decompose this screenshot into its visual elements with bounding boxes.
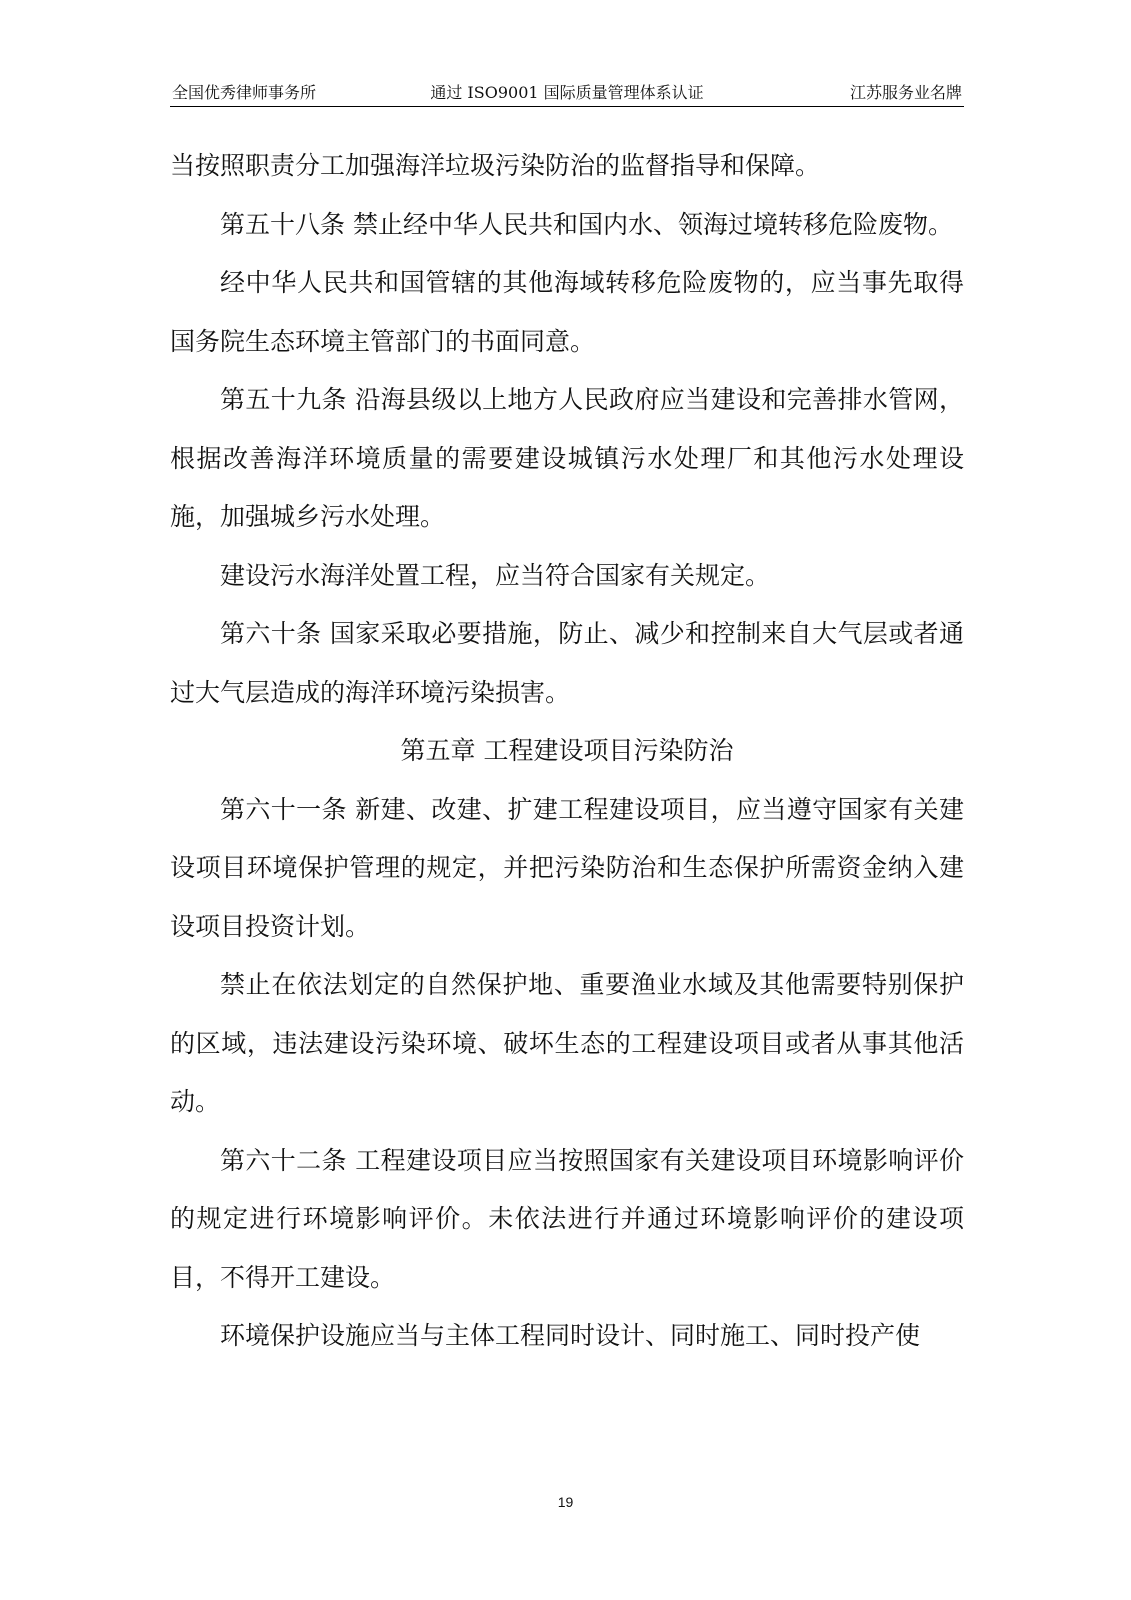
paragraph: 当按照职责分工加强海洋垃圾污染防治的监督指导和保障。 — [170, 151, 821, 180]
article-58: 第五十八条 禁止经中华人民共和国内水、领海过境转移危险废物。 — [220, 209, 953, 239]
article-60: 第六十条 国家采取必要措施，防止、减少和控制来自大气层或者通过大气层造成的海洋环境污染损害。 — [170, 619, 964, 707]
document-body — [170, 137, 964, 1366]
header-left-text: 全国优秀律师事务所 — [172, 83, 317, 102]
paragraph: 环境保护设施应当与主体工程同时设计、同时施工、同时投产使 — [220, 1321, 921, 1350]
header-center-text: 通过 ISO9001 国际质量管理体系认证 — [430, 83, 704, 102]
article-62: 第六十二条 工程建设项目应当按照国家有关建设项目环境影响评价的规定进行环境影响评价。未依法进行并通过环境影响评价的建设项目，不得开工建设。 — [170, 1145, 964, 1292]
paragraph: 禁止在依法划定的自然保护地、重要渔业水域及其他需要特别保护的区域，违法建设污染环境、破坏生态的工程建设项目或者从事其他活动。 — [170, 970, 964, 1116]
chapter-heading: 第五章 工程建设项目污染防治 — [400, 736, 734, 765]
header-right-text: 江苏服务业名牌 — [849, 83, 962, 102]
article-59: 第五十九条 沿海县级以上地方人民政府应当建设和完善排水管网，根据改善海洋环境质量的需要建设城镇污水处理厂和其他污水处理设施，加强城乡污水处理。 — [170, 385, 964, 531]
paragraph: 经中华人民共和国管辖的其他海域转移危险废物的，应当事先取得国务院生态环境主管部门的书面同意。 — [170, 268, 964, 356]
article-61: 第六十一条 新建、改建、扩建工程建设项目，应当遵守国家有关建设项目环境保护管理的规定，并把污染防治和生态保护所需资金纳入建设项目投资计划。 — [170, 794, 964, 941]
page-number: 19 — [557, 1494, 574, 1510]
paragraph: 建设污水海洋处置工程，应当符合国家有关规定。 — [220, 560, 771, 590]
page-header — [170, 78, 964, 107]
